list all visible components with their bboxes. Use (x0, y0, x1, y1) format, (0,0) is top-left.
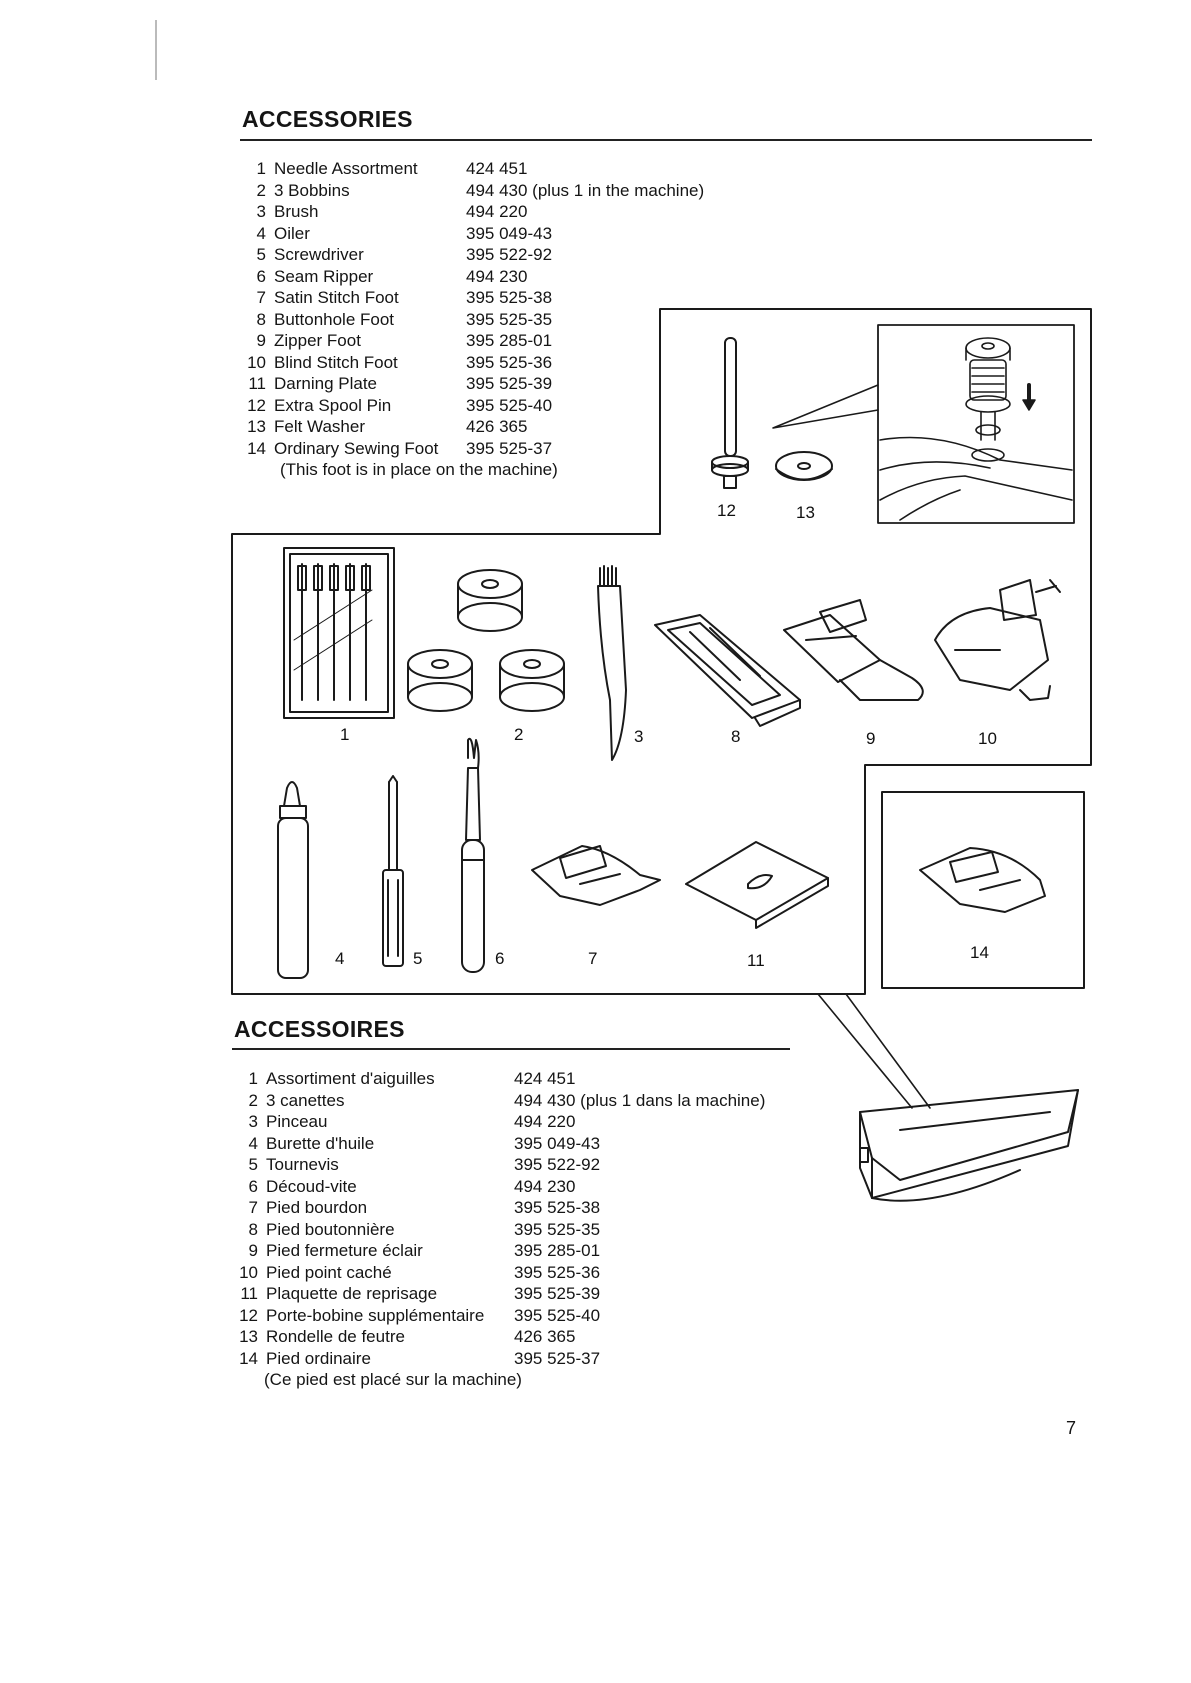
list-note: (Ce pied est placé sur la machine) (264, 1370, 522, 1389)
fig-label-seam-ripper: 6 (495, 949, 505, 968)
fig-label-oiler: 4 (335, 949, 345, 968)
list-item: 9 Zipper Foot 395 285-01 (256, 331, 553, 350)
felt-washer-drawing (776, 452, 832, 480)
seam-ripper-drawing (462, 739, 484, 972)
list-item: 6 Seam Ripper 494 230 (256, 266, 528, 286)
box-callout (818, 994, 930, 1108)
list-item: 13 Felt Washer 426 365 (247, 417, 528, 436)
list-item: 2 3 canettes 494 430 (plus 1 dans la machine) (248, 1090, 766, 1110)
list-item: 4 Burette d'huile 395 049-43 (248, 1133, 601, 1153)
fig-label-satin-foot: 7 (588, 949, 598, 968)
spool-pin-drawing (712, 338, 748, 488)
french-heading: ACCESSOIRES (234, 1016, 405, 1042)
fig-label-spool-pin: 12 (717, 501, 736, 520)
page-number: 7 (1066, 1418, 1077, 1438)
fig-label-darning-plate: 11 (747, 951, 765, 970)
list-note: (This foot is in place on the machine) (280, 460, 558, 479)
darning-plate-drawing (686, 842, 828, 928)
list-item: 5 Screwdriver 395 522-92 (256, 245, 553, 264)
list-item: 4 Oiler 395 049-43 (256, 223, 553, 243)
list-item: 6 Découd-vite 494 230 (248, 1176, 576, 1196)
figure-frame (232, 309, 1091, 994)
list-item: 2 3 Bobbins 494 430 (plus 1 in the machine) (256, 180, 705, 200)
zipper-foot-drawing (784, 600, 923, 700)
french-heading-rule (232, 1048, 790, 1050)
list-item: 8 Buttonhole Foot 395 525-35 (256, 309, 553, 329)
buttonhole-foot-drawing (655, 615, 800, 726)
fig-label-zipper-foot: 9 (866, 729, 876, 748)
screwdriver-drawing (383, 776, 403, 966)
list-item: 3 Pinceau 494 220 (248, 1112, 576, 1131)
list-item: 14 Ordinary Sewing Foot 395 525-37 (247, 438, 553, 458)
spool-inset-drawing (880, 338, 1072, 520)
list-item: 8 Pied boutonnière 395 525-35 (248, 1219, 601, 1239)
inset-callout (773, 385, 878, 428)
fig-label-needles: 1 (340, 725, 350, 744)
list-item: 9 Pied fermeture éclair 395 285-01 (248, 1241, 601, 1260)
list-item: 13 Rondelle de feutre 426 365 (239, 1327, 576, 1346)
list-item: 1 Assortiment d'aiguilles 424 451 (248, 1069, 576, 1088)
fig-label-brush: 3 (634, 727, 644, 746)
fig-label-buttonhole-foot: 8 (731, 727, 741, 746)
fig-label-felt-washer: 13 (796, 503, 815, 522)
blind-stitch-foot-drawing (935, 580, 1060, 700)
list-item: 1 Needle Assortment 424 451 (256, 159, 528, 178)
oiler-drawing (278, 782, 308, 978)
fig-label-ordinary-foot: 14 (970, 943, 989, 962)
list-item: 12 Extra Spool Pin 395 525-40 (247, 395, 553, 415)
list-item: 7 Pied bourdon 395 525-38 (248, 1198, 601, 1217)
fig-label-blind-foot: 10 (978, 729, 997, 748)
list-item: 7 Satin Stitch Foot 395 525-38 (256, 288, 553, 307)
ordinary-foot-drawing (920, 848, 1045, 912)
accessory-box-drawing (860, 1090, 1078, 1201)
list-item: 3 Brush 494 220 (256, 202, 528, 221)
list-item: 12 Porte-bobine supplémentaire 395 525-40 (239, 1305, 601, 1325)
list-item: 10 Pied point caché 395 525-36 (239, 1262, 601, 1282)
fig-label-screwdriver: 5 (413, 949, 423, 968)
list-item: 11 Plaquette de reprisage 395 525-39 (240, 1284, 601, 1303)
bobbins-drawing (408, 570, 564, 711)
needles-drawing (284, 548, 394, 718)
english-heading: ACCESSORIES (242, 106, 413, 132)
french-accessory-list (232, 1068, 792, 1391)
fig-label-bobbins: 2 (514, 725, 524, 744)
satin-stitch-foot-drawing (532, 846, 660, 905)
list-item: 14 Pied ordinaire 395 525-37 (239, 1348, 601, 1368)
list-item: 5 Tournevis 395 522-92 (248, 1155, 601, 1174)
list-item: 10 Blind Stitch Foot 395 525-36 (247, 352, 553, 372)
brush-drawing (598, 566, 626, 760)
list-item: 11 Darning Plate 395 525-39 (248, 374, 553, 393)
